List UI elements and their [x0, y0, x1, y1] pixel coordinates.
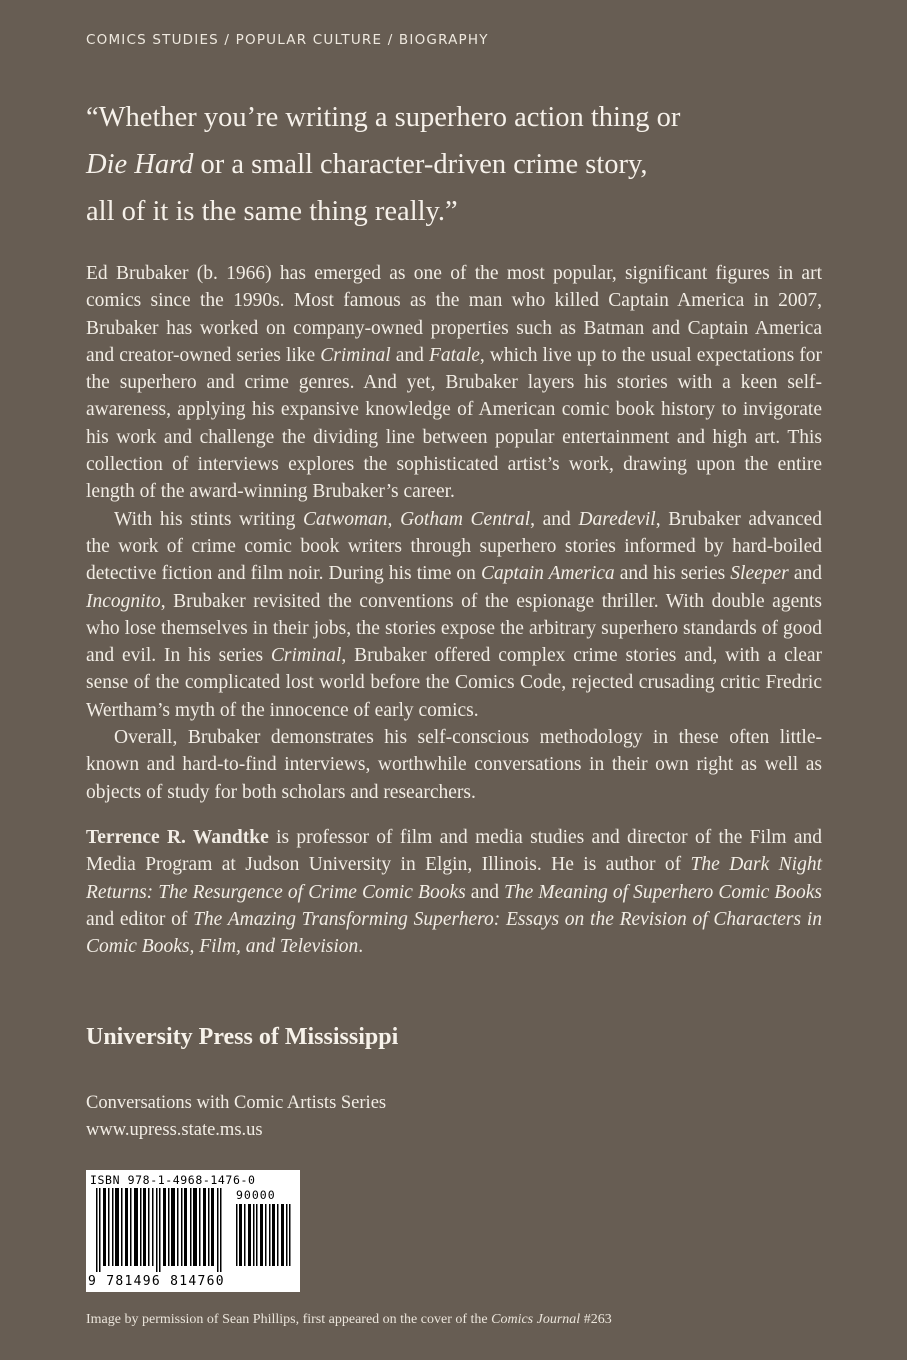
series-info — [86, 1090, 386, 1144]
author-name: Terrence R. Wandtke — [86, 826, 269, 848]
quote-line: all of it is the same thing really.” — [86, 196, 458, 227]
website-url: www.upress.state.ms.us — [86, 1120, 263, 1140]
ean-barcode-bars — [96, 1188, 226, 1272]
author-bio: Terrence R. Wandtke is professor of film and media studies and director of the Film and Media Program at Judson University in Elgin, Illinois. He is author of The Dark Night Returns: The Resurgence of Crime Comic Books and The Meaning of Superhero Comic Books and editor of The Amazing Transforming Superhero: Essays on the Revision of Characters in Comic Books, Film, and Television. — [86, 826, 823, 958]
price-addon-text: 90000 — [236, 1188, 276, 1202]
description-paragraph: Overall, Brubaker demonstrates his self-conscious methodology in these often little-known and hard-to-find interviews, worthwhile conversations in their own right as well as objects of study for both scholars and researchers. — [86, 727, 822, 803]
quote-line: “Whether you’re writing a superhero action thing or — [86, 102, 681, 133]
description — [86, 260, 822, 960]
quote-line: Die Hard or a small character-driven crime story, — [86, 149, 648, 180]
isbn-text: ISBN 978-1-4968-1476-0 — [90, 1173, 256, 1187]
quote-italic: Die Hard — [86, 149, 194, 180]
description-paragraph: With his stints writing Catwoman, Gotham Central, and Daredevil, Brubaker advanced the work of crime comic book writers through superhero stories informed by hard-boiled detective fiction and film noir. During his time on Captain America and his series Sleeper and Incognito, Brubaker revisited the conventions of the espionage thriller. With double agents who lose themselves in their jobs, the stories expose the arbitrary superhero standards of good and evil. In his series Criminal, Brubaker offered complex crime stories and, with a clear sense of the complicated lost world before the Comics Code, rejected crusading critic Fredric Wertham’s myth of the innocence of early comics. — [86, 508, 823, 721]
category-label: COMICS STUDIES / POPULAR CULTURE / BIOGRAPHY — [86, 32, 489, 48]
barcode — [86, 1170, 300, 1292]
barcode-digits: 9 781496 814760 — [88, 1274, 225, 1289]
pull-quote — [86, 94, 846, 235]
addon-barcode-bars — [236, 1204, 292, 1266]
image-credit: Image by permission of Sean Phillips, first appeared on the cover of the Comics Journal #263 — [86, 1312, 612, 1327]
publisher-name: University Press of Mississippi — [86, 1024, 399, 1050]
series-name: Conversations with Comic Artists Series — [86, 1093, 387, 1113]
description-paragraph: Ed Brubaker (b. 1966) has emerged as one of the most popular, significant figures in art comics since the 1990s. Most famous as the man who killed Captain America in 2007, Brubaker has worked on company-owned properties such as Batman and Captain America and creator-owned series like Criminal and Fatale, which live up to the usual expectations for the superhero and crime genres. And yet, Brubaker layers his stories with a keen self-awareness, applying his expansive knowledge of American comic book history to invigorate his work and challenge the dividing line between popular entertainment and high art. This collection of interviews explores the sophisticated artist’s work, drawing upon the entire length of the award-winning Brubaker’s career. — [86, 263, 823, 503]
